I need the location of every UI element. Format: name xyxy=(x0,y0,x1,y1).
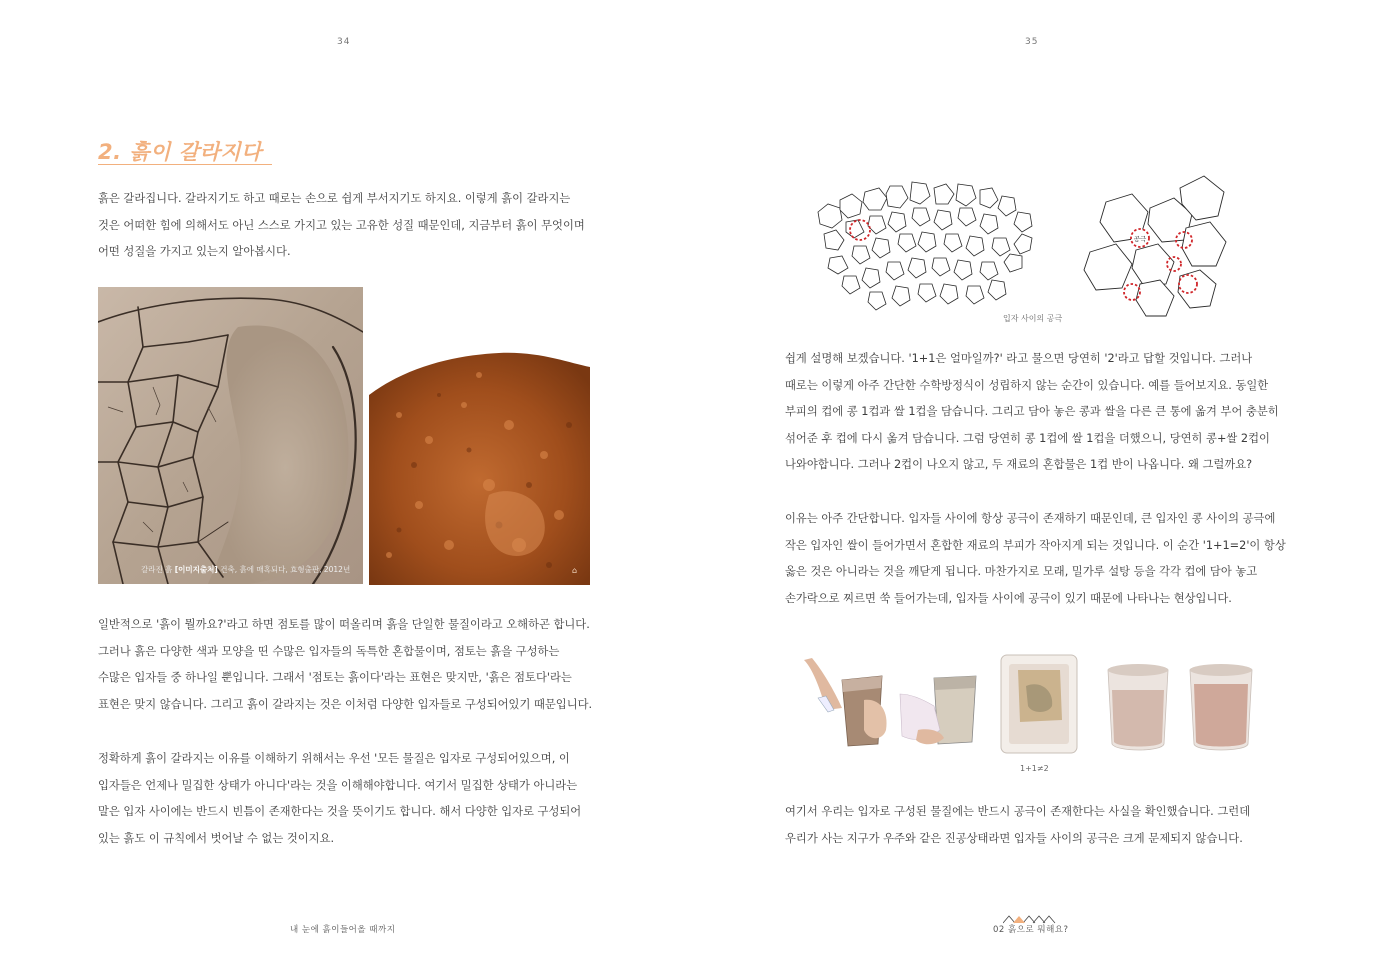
text-line: 그러나 흙은 다양한 색과 모양을 띤 수많은 입자들의 독특한 혼합물이며, 점토는 흙을 구성하는 xyxy=(98,644,560,658)
right-paragraph-3 xyxy=(785,799,1250,852)
rice-cup-photo xyxy=(1108,664,1168,750)
photo-caption xyxy=(141,564,350,575)
text-line: 작은 입자인 쌀이 들어가면서 혼합한 재료의 부피가 작아지게 되는 것입니다. 이 순간 '1+1=2'이 항상 xyxy=(785,538,1286,552)
intro-paragraph xyxy=(98,186,585,266)
experiment-caption: 1+1≠2 xyxy=(1020,764,1049,773)
title-underline xyxy=(98,164,272,165)
text-line: 표현은 맞지 않습니다. 그리고 흙이 갈라지는 것은 이처럼 다양한 입자들로 구성되어있기 때문입니다. xyxy=(98,697,593,711)
container-photo xyxy=(1001,655,1077,753)
paragraph-2 xyxy=(98,612,592,718)
text-line: 어떤 성질을 가지고 있는지 알아봅시다. xyxy=(98,245,291,258)
text-line: 나와야합니다. 그러나 2컵이 나오지 않고, 두 재료의 혼합물은 1컵 반이 나옵니다. 왜 그럴까요? xyxy=(785,458,1253,471)
footer-right: 02 흙으로 뭐해요? xyxy=(993,925,1069,935)
hand-cup-2-photo xyxy=(900,676,976,744)
right-paragraph-1 xyxy=(785,346,1279,479)
svg-text:⌂: ⌂ xyxy=(572,566,578,575)
caption-source: 건축, 흙에 매혹되다, 효형출판, 2012년 xyxy=(217,565,351,574)
footer-left: 내 눈에 흙이들어올 때까지 xyxy=(290,925,396,935)
diagram-caption: 입자 사이의 공극 xyxy=(1003,314,1063,323)
small-particles-group xyxy=(818,182,1032,310)
right-paragraph-2 xyxy=(785,506,1286,612)
text-line: 옳은 것은 아니라는 것을 깨닫게 됩니다. 마찬가지로 모래, 밀가루 설탕 등을 각각 컵에 담아 놓고 xyxy=(785,565,1258,578)
text-line: 일반적으로 '흙이 뭘까요?'라고 하면 점토를 많이 떠올리며 흙을 단일한 물질이라고 오해하곤 합니다. xyxy=(98,618,590,631)
text-line: 수많은 입자들 중 하나일 뿐입니다. 그래서 '점토는 흙이다'라는 표현은 맞지만, '흙은 점토다'라는 xyxy=(98,671,572,684)
mountain-icon xyxy=(1003,910,1059,922)
large-particles-group xyxy=(1084,176,1226,316)
text-line: 우리가 사는 지구가 우주와 같은 진공상태라면 입자들 사이의 공극은 크게 문제되지 않습니다. xyxy=(785,831,1243,845)
text-line: 때로는 이렇게 아주 간단한 수학방정식이 성립하지 않는 순간이 있습니다. 예를 들어보지요. 동일한 xyxy=(785,378,1269,392)
mixture-cup-photo xyxy=(1190,664,1252,750)
pore-diagram xyxy=(810,172,1240,317)
page-number-right: 35 xyxy=(1025,37,1039,47)
text-line: 입자들은 언제나 밀집한 상태가 아니다'라는 것을 이해해야합니다. 여기서 밀집한 상태가 아니라는 xyxy=(98,778,578,792)
text-line: 이유는 아주 간단합니다. 입자들 사이에 항상 공극이 존재하기 때문인데, 큰 입자인 콩 사이의 공극에 xyxy=(785,512,1276,525)
cracked-clay-photo xyxy=(98,287,363,584)
text-line: 섞어준 후 컵에 다시 옮겨 담습니다. 그럼 당연히 콩 1컵에 쌀 1컵을 더했으니, 당연히 콩+쌀 2컵이 xyxy=(785,431,1270,445)
paragraph-3 xyxy=(98,746,581,852)
pore-label: 공극 xyxy=(1133,235,1147,243)
text-line: 정확하게 흙이 갈라지는 이유를 이해하기 위해서는 우선 '모든 물질은 입자로 구성되어있으며, 이 xyxy=(98,752,570,765)
section-title: 2. 흙이 갈라지다 xyxy=(98,140,262,164)
hand-cup-1-photo xyxy=(804,658,887,746)
text-line: 것은 어떠한 힘에 의해서도 아닌 스스로 가지고 있는 고유한 성질 때문인데, 지금부터 흙이 무엇이며 xyxy=(98,218,585,232)
text-line: 부피의 컵에 콩 1컵과 쌀 1컵을 담습니다. 그리고 담아 놓은 콩과 쌀을 다른 큰 통에 옮겨 부어 충분히 xyxy=(785,405,1279,418)
cup-experiment-photos xyxy=(804,650,1264,760)
text-line: 쉽게 설명해 보겠습니다. '1+1은 얼마일까?' 라고 물으면 당연히 '2'라고 답할 것입니다. 그러나 xyxy=(785,352,1253,365)
caption-source-label: [이미지출처] xyxy=(174,565,218,574)
caption-prefix: 갈라진 흙 xyxy=(141,565,175,574)
text-line: 여기서 우리는 입자로 구성된 물질에는 반드시 공극이 존재한다는 사실을 확인했습니다. 그런데 xyxy=(785,805,1251,818)
page-number-left: 34 xyxy=(337,37,351,47)
text-line: 손가락으로 찌르면 쑥 들어가는데, 입자들 사이에 공극이 있기 때문에 나타나는 현상입니다. xyxy=(785,591,1232,605)
soil-pile-photo xyxy=(369,345,590,585)
text-line: 흙은 갈라집니다. 갈라지기도 하고 때로는 손으로 쉽게 부서지기도 하지요. 이렇게 흙이 갈라지는 xyxy=(98,192,571,205)
text-line: 있는 흙도 이 규칙에서 벗어날 수 없는 것이지요. xyxy=(98,831,335,845)
text-line: 말은 입자 사이에는 반드시 빈틈이 존재한다는 것을 뜻이기도 합니다. 해서 다양한 입자로 구성되어 xyxy=(98,805,582,818)
